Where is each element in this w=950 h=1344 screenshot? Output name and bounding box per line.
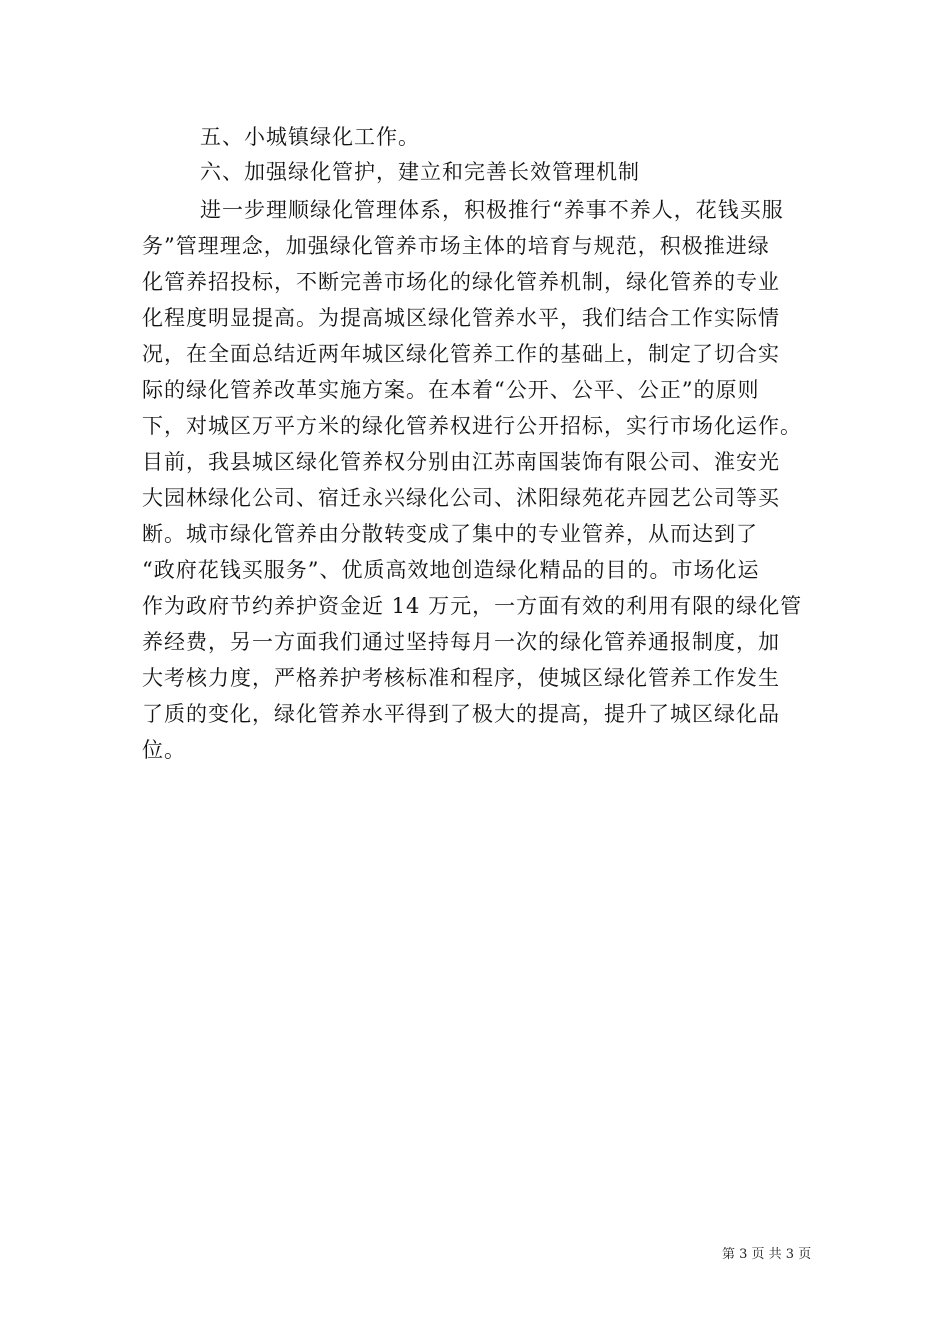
paragraph-line: 进一步理顺绿化管理体系，积极推行“养事不养人，花钱买服	[200, 198, 784, 222]
page-footer: 第 3 页 共 3 页	[722, 1247, 812, 1262]
paragraph-line: 作为政府节约养护资金近 14 万元，一方面有效的利用有限的绿化管	[142, 594, 803, 618]
body-paragraph	[142, 192, 812, 768]
paragraph-line: 下，对城区万平方米的绿化管养权进行公开招标，实行市场化运作。	[142, 414, 802, 438]
paragraph-line: 大园林绿化公司、宿迁永兴绿化公司、沭阳绿苑花卉园艺公司等买	[142, 486, 780, 510]
paragraph-line: 况，在全面总结近两年城区绿化管养工作的基础上，制定了切合实	[142, 342, 780, 366]
paragraph-line: 目前，我县城区绿化管养权分别由江苏南国装饰有限公司、淮安光	[142, 450, 780, 474]
paragraph-line: 位。	[142, 738, 186, 762]
paragraph-line: 断。城市绿化管养由分散转变成了集中的专业管养，从而达到了	[142, 522, 758, 546]
paragraph-line: “政府花钱买服务”、优质高效地创造绿化精品的目的。市场化运	[142, 558, 760, 582]
paragraph-line: 化管养招投标，不断完善市场化的绿化管养机制，绿化管养的专业	[142, 270, 780, 294]
paragraph-line: 际的绿化管养改革实施方案。在本着“公开、公平、公正”的原则	[142, 378, 760, 402]
section-heading-5: 五、小城镇绿化工作。	[200, 125, 420, 149]
paragraph-line: 了质的变化，绿化管养水平得到了极大的提高，提升了城区绿化品	[142, 702, 780, 726]
paragraph-line: 务”管理理念，加强绿化管养市场主体的培育与规范，积极推进绿	[142, 234, 770, 258]
section-heading-6: 六、加强绿化管护，建立和完善长效管理机制	[200, 160, 640, 184]
paragraph-line: 化程度明显提高。为提高城区绿化管养水平，我们结合工作实际情	[142, 306, 780, 330]
paragraph-line: 养经费，另一方面我们通过坚持每月一次的绿化管养通报制度，加	[142, 630, 780, 654]
paragraph-line: 大考核力度，严格养护考核标准和程序，使城区绿化管养工作发生	[142, 666, 780, 690]
